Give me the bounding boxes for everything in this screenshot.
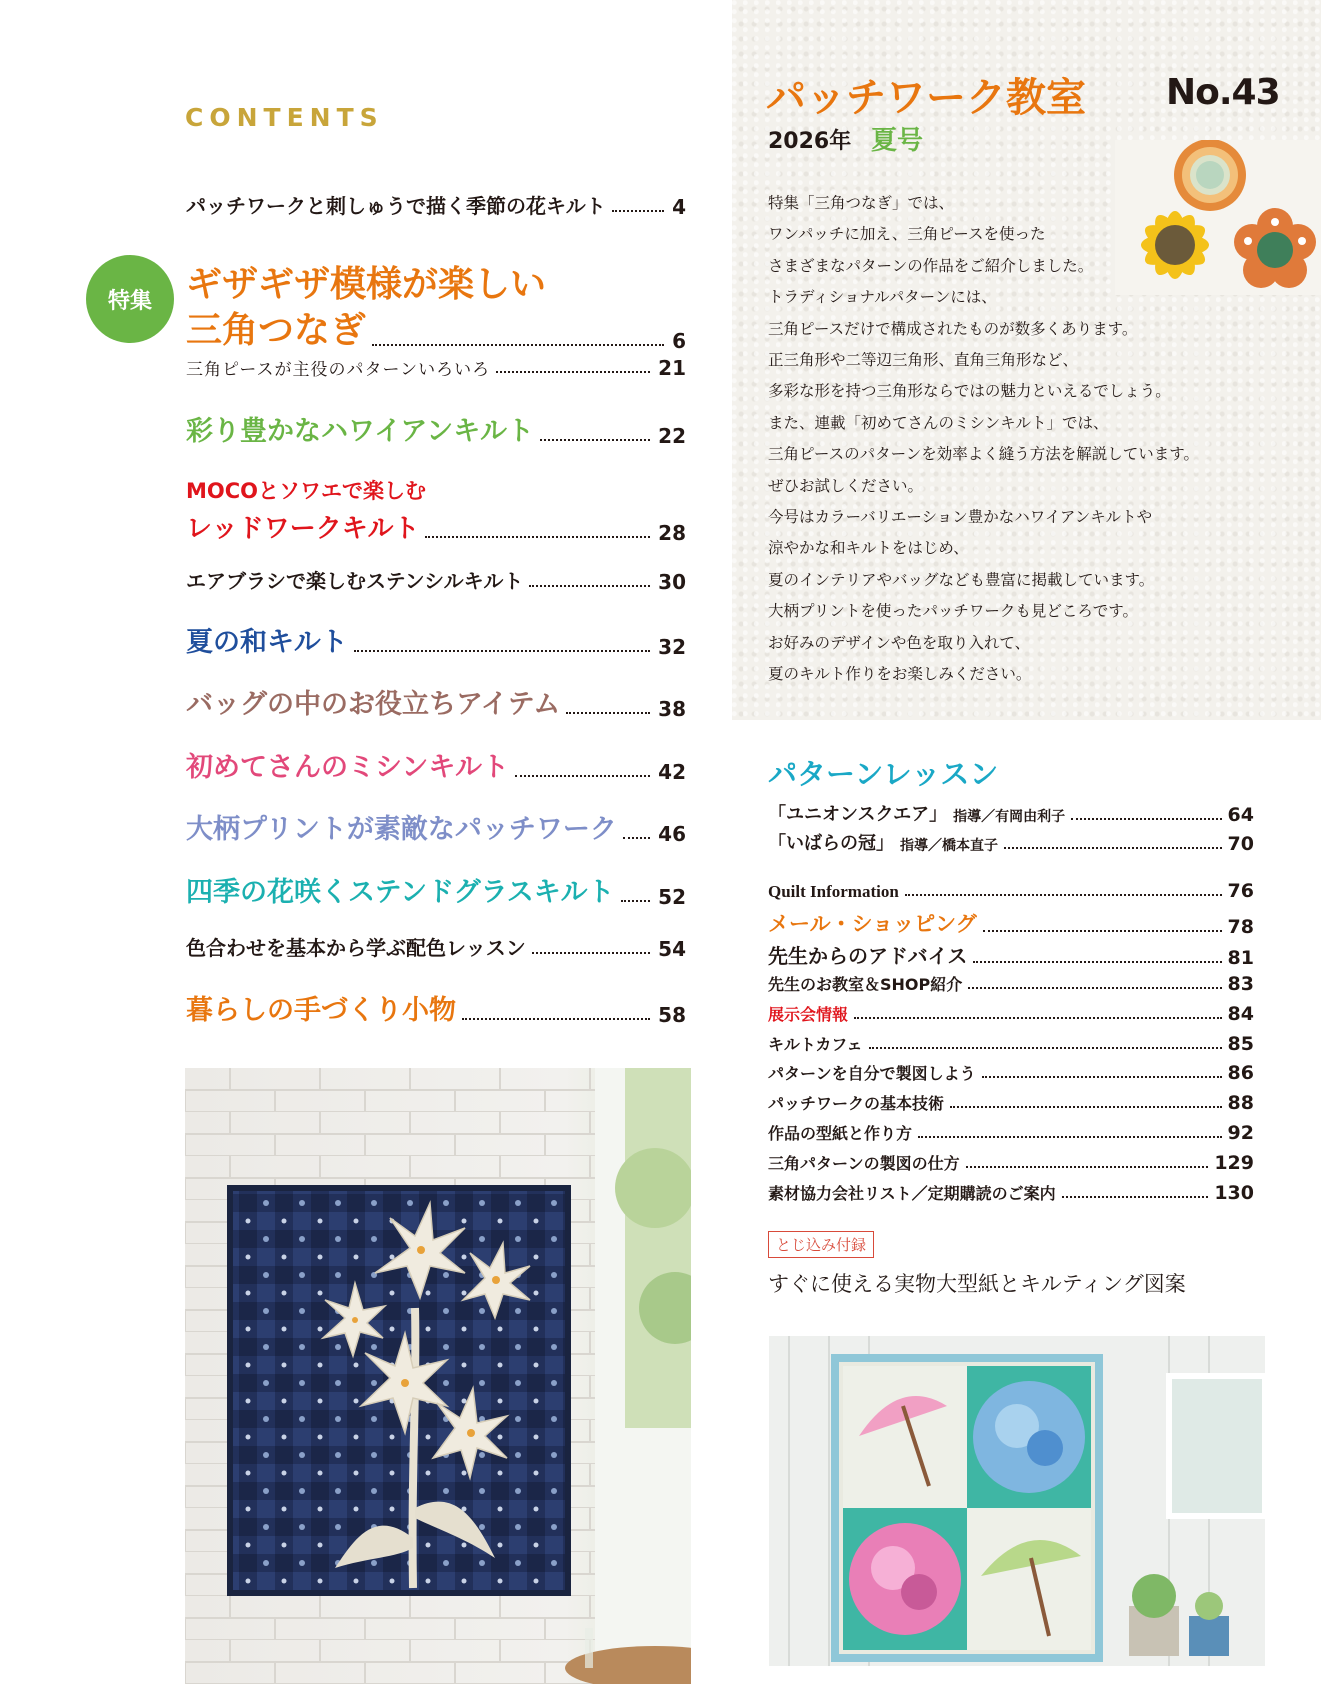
toc-item[interactable]	[768, 972, 1254, 995]
toc-item-title: 先生のお教室＆SHOP紹介	[768, 975, 963, 994]
toc-item-title: 先生からのアドバイス	[768, 944, 968, 968]
toc-item-title: 初めてさんのミシンキルト	[186, 752, 510, 783]
toc-item-title: 四季の花咲くステンドグラスキルト	[186, 877, 615, 908]
pattern-lesson-item-page: 64	[1227, 804, 1254, 826]
toc-item-page: 86	[1227, 1062, 1254, 1084]
toc-item[interactable]	[768, 1032, 1254, 1055]
leader-dots	[540, 439, 650, 441]
toc-item-title: 彩り豊かなハワイアンキルト	[186, 416, 535, 447]
toc-item-title: レッドワークキルト	[186, 514, 420, 544]
intro-text	[768, 188, 1238, 691]
intro-line: トラディショナルパターンには、	[768, 288, 997, 307]
appendix-tag: とじ込み付録	[768, 1231, 874, 1258]
toc-item[interactable]	[186, 682, 686, 721]
toc-item-page: 21	[658, 356, 686, 380]
redwork-title-line1[interactable]: MOCOとソワエで楽しむ	[186, 479, 427, 503]
toc-item-page: 78	[1227, 916, 1254, 938]
pattern-lesson-item-page: 70	[1227, 833, 1254, 855]
leader-dots	[918, 1136, 1222, 1138]
toc-item-page: 58	[658, 1003, 686, 1027]
intro-line: 多彩な形を持つ三角形ならではの魅力といえるでしょう。	[768, 382, 1171, 401]
toc-item[interactable]	[186, 807, 686, 846]
toc-item[interactable]	[768, 1061, 1254, 1084]
toc-item-page: 30	[658, 570, 686, 594]
toc-item-page: 88	[1227, 1092, 1254, 1114]
leader-dots	[869, 1047, 1222, 1049]
toc-item-page: 92	[1227, 1122, 1254, 1144]
toc-item-title: 素材協力会社リスト／定期購読のご案内	[768, 1184, 1056, 1203]
toc-item-page: 129	[1214, 1152, 1254, 1174]
leader-dots	[621, 900, 651, 902]
leader-dots	[1071, 818, 1221, 820]
pattern-lesson-item-instructor: 指導／橋本直子	[900, 838, 998, 854]
toc-item[interactable]	[186, 988, 686, 1027]
leader-dots	[905, 894, 1222, 896]
toc-item[interactable]	[186, 409, 686, 448]
toc-item-page: 83	[1227, 973, 1254, 995]
leader-dots	[566, 712, 650, 714]
leader-dots	[1062, 1196, 1209, 1198]
leader-dots	[496, 371, 650, 373]
toc-item-title: 暮らしの手づくり小物	[186, 995, 456, 1026]
leader-dots	[462, 1018, 650, 1020]
toc-item-title: バッグの中のお役立ちアイテム	[186, 689, 561, 720]
toc-item-title: キルトカフェ	[768, 1035, 863, 1054]
toc-item-page: 42	[658, 760, 686, 784]
feature-badge: 特集	[86, 255, 174, 343]
contents-heading: CONTENTS	[185, 103, 384, 132]
lily-quilt-photo	[185, 1068, 691, 1684]
toc-item-page: 38	[658, 697, 686, 721]
leader-dots	[973, 961, 1221, 963]
toc-item[interactable]	[186, 190, 686, 219]
magazine-title: パッチワーク教室	[766, 75, 1086, 121]
intro-line: ぜひお試しください。	[768, 476, 924, 495]
issue-year: 2026年	[768, 129, 852, 154]
leader-dots	[966, 1166, 1209, 1168]
toc-item-feature[interactable]	[186, 302, 686, 353]
intro-line: ワンパッチに加え、三角ピースを使った	[768, 225, 1046, 244]
toc-item-title: エアブラシで楽しむステンシルキルト	[186, 569, 524, 593]
toc-item[interactable]	[768, 1121, 1254, 1144]
feature-title-line2: 三角つなぎ	[186, 310, 367, 351]
toc-item-title: 大柄プリントが素敵なパッチワーク	[186, 814, 617, 845]
toc-item[interactable]	[768, 1181, 1254, 1204]
appendix-text: すぐに使える実物大型紙とキルティング図案	[768, 1272, 1186, 1296]
toc-item-page: 76	[1227, 880, 1254, 902]
toc-item-page: 85	[1227, 1033, 1254, 1055]
toc-item-page: 4	[672, 195, 686, 219]
toc-item[interactable]	[768, 940, 1254, 969]
toc-item-page: 6	[672, 329, 686, 353]
leader-dots	[1004, 847, 1222, 849]
toc-item-page: 84	[1227, 1003, 1254, 1025]
toc-item[interactable]	[186, 745, 686, 784]
toc-item[interactable]	[186, 355, 686, 380]
intro-line: 涼やかな和キルトをはじめ、	[768, 539, 969, 558]
toc-item-title: 夏の和キルト	[186, 627, 348, 658]
leader-dots	[372, 344, 664, 346]
intro-line: 三角ピースのパターンを効率よく縫う方法を解説しています。	[768, 445, 1200, 464]
toc-item-title: Quilt Information	[768, 882, 899, 901]
leader-dots	[982, 1076, 1222, 1078]
feature-title-line1[interactable]: ギザギザ模様が楽しい	[186, 264, 547, 305]
toc-item-page: 22	[658, 424, 686, 448]
toc-item-title: メール・ショッピング	[768, 912, 977, 936]
intro-line: 三角ピースだけで構成されたものが数多くあります。	[768, 319, 1138, 338]
toc-item-page: 81	[1227, 947, 1254, 969]
pattern-lesson-title: パターンレッスン	[768, 757, 999, 791]
leader-dots	[515, 775, 650, 777]
intro-line: また、連載「初めてさんのミシンキルト」では、	[768, 413, 1109, 432]
intro-line: 大柄プリントを使ったパッチワークも見どころです。	[768, 602, 1138, 621]
intro-line: 今号はカラーバリエーション豊かなハワイアンキルトや	[768, 508, 1153, 527]
toc-item-title: パッチワークと刺しゅうで描く季節の花キルト	[186, 194, 606, 218]
toc-item-title: 三角パターンの製図の仕方	[768, 1154, 960, 1173]
intro-line: 夏のインテリアやバッグなども豊富に掲載しています。	[768, 570, 1155, 589]
toc-item-title: 展示会情報	[768, 1005, 849, 1024]
intro-line: さまざまなパターンの作品をご紹介しました。	[768, 256, 1094, 275]
pattern-lesson-item-instructor: 指導／有岡由利子	[953, 809, 1066, 825]
umbrella-quilt-photo	[769, 1336, 1265, 1666]
leader-dots	[950, 1106, 1222, 1108]
toc-item[interactable]	[186, 620, 686, 659]
intro-line: 特集「三角つなぎ」では、	[768, 194, 955, 212]
toc-item-title: 色合わせを基本から学ぶ配色レッスン	[186, 936, 526, 960]
toc-item-title: パッチワークの基本技術	[768, 1094, 945, 1113]
toc-item[interactable]	[768, 1091, 1254, 1114]
toc-item-title: 三角ピースが主役のパターンいろいろ	[186, 360, 491, 380]
issue-number: No.43	[1166, 72, 1280, 113]
leader-dots	[532, 952, 650, 954]
toc-item-page: 52	[658, 885, 686, 909]
intro-line: 夏のキルト作りをお楽しみください。	[768, 665, 1032, 684]
toc-item-page: 130	[1214, 1182, 1254, 1204]
toc-item[interactable]	[186, 565, 686, 594]
pattern-lesson-item[interactable]	[768, 829, 1254, 855]
toc-item[interactable]	[768, 880, 1254, 902]
toc-item[interactable]	[768, 1151, 1254, 1174]
leader-dots	[425, 536, 650, 538]
toc-item[interactable]	[768, 1002, 1254, 1025]
toc-item-title: パターンを自分で製図しよう	[768, 1064, 976, 1083]
issue-season: 夏号	[871, 126, 924, 156]
toc-item-page: 32	[658, 635, 686, 659]
toc-item-page: 54	[658, 937, 686, 961]
toc-item-title: 作品の型紙と作り方	[768, 1124, 913, 1143]
leader-dots	[612, 210, 664, 212]
intro-line: お好みのデザインや色を取り入れて、	[768, 633, 1031, 652]
pattern-lesson-item[interactable]	[768, 800, 1254, 826]
pattern-lesson-item-title: 「ユニオンスクエア」	[768, 804, 948, 825]
leader-dots	[968, 987, 1221, 989]
toc-item[interactable]	[768, 908, 1254, 938]
leader-dots	[983, 930, 1222, 932]
toc-item-page: 28	[658, 521, 686, 545]
toc-item[interactable]	[186, 932, 686, 961]
leader-dots	[623, 837, 650, 839]
toc-item-page: 46	[658, 822, 686, 846]
leader-dots	[529, 585, 650, 587]
leader-dots	[854, 1017, 1222, 1019]
pattern-lesson-item-title: 「いばらの冠」	[768, 833, 894, 854]
leader-dots	[354, 650, 650, 652]
toc-item[interactable]	[186, 870, 686, 909]
toc-item[interactable]	[186, 508, 686, 545]
intro-line: 正三角形や二等辺三角形、直角三角形など、	[768, 351, 1079, 370]
